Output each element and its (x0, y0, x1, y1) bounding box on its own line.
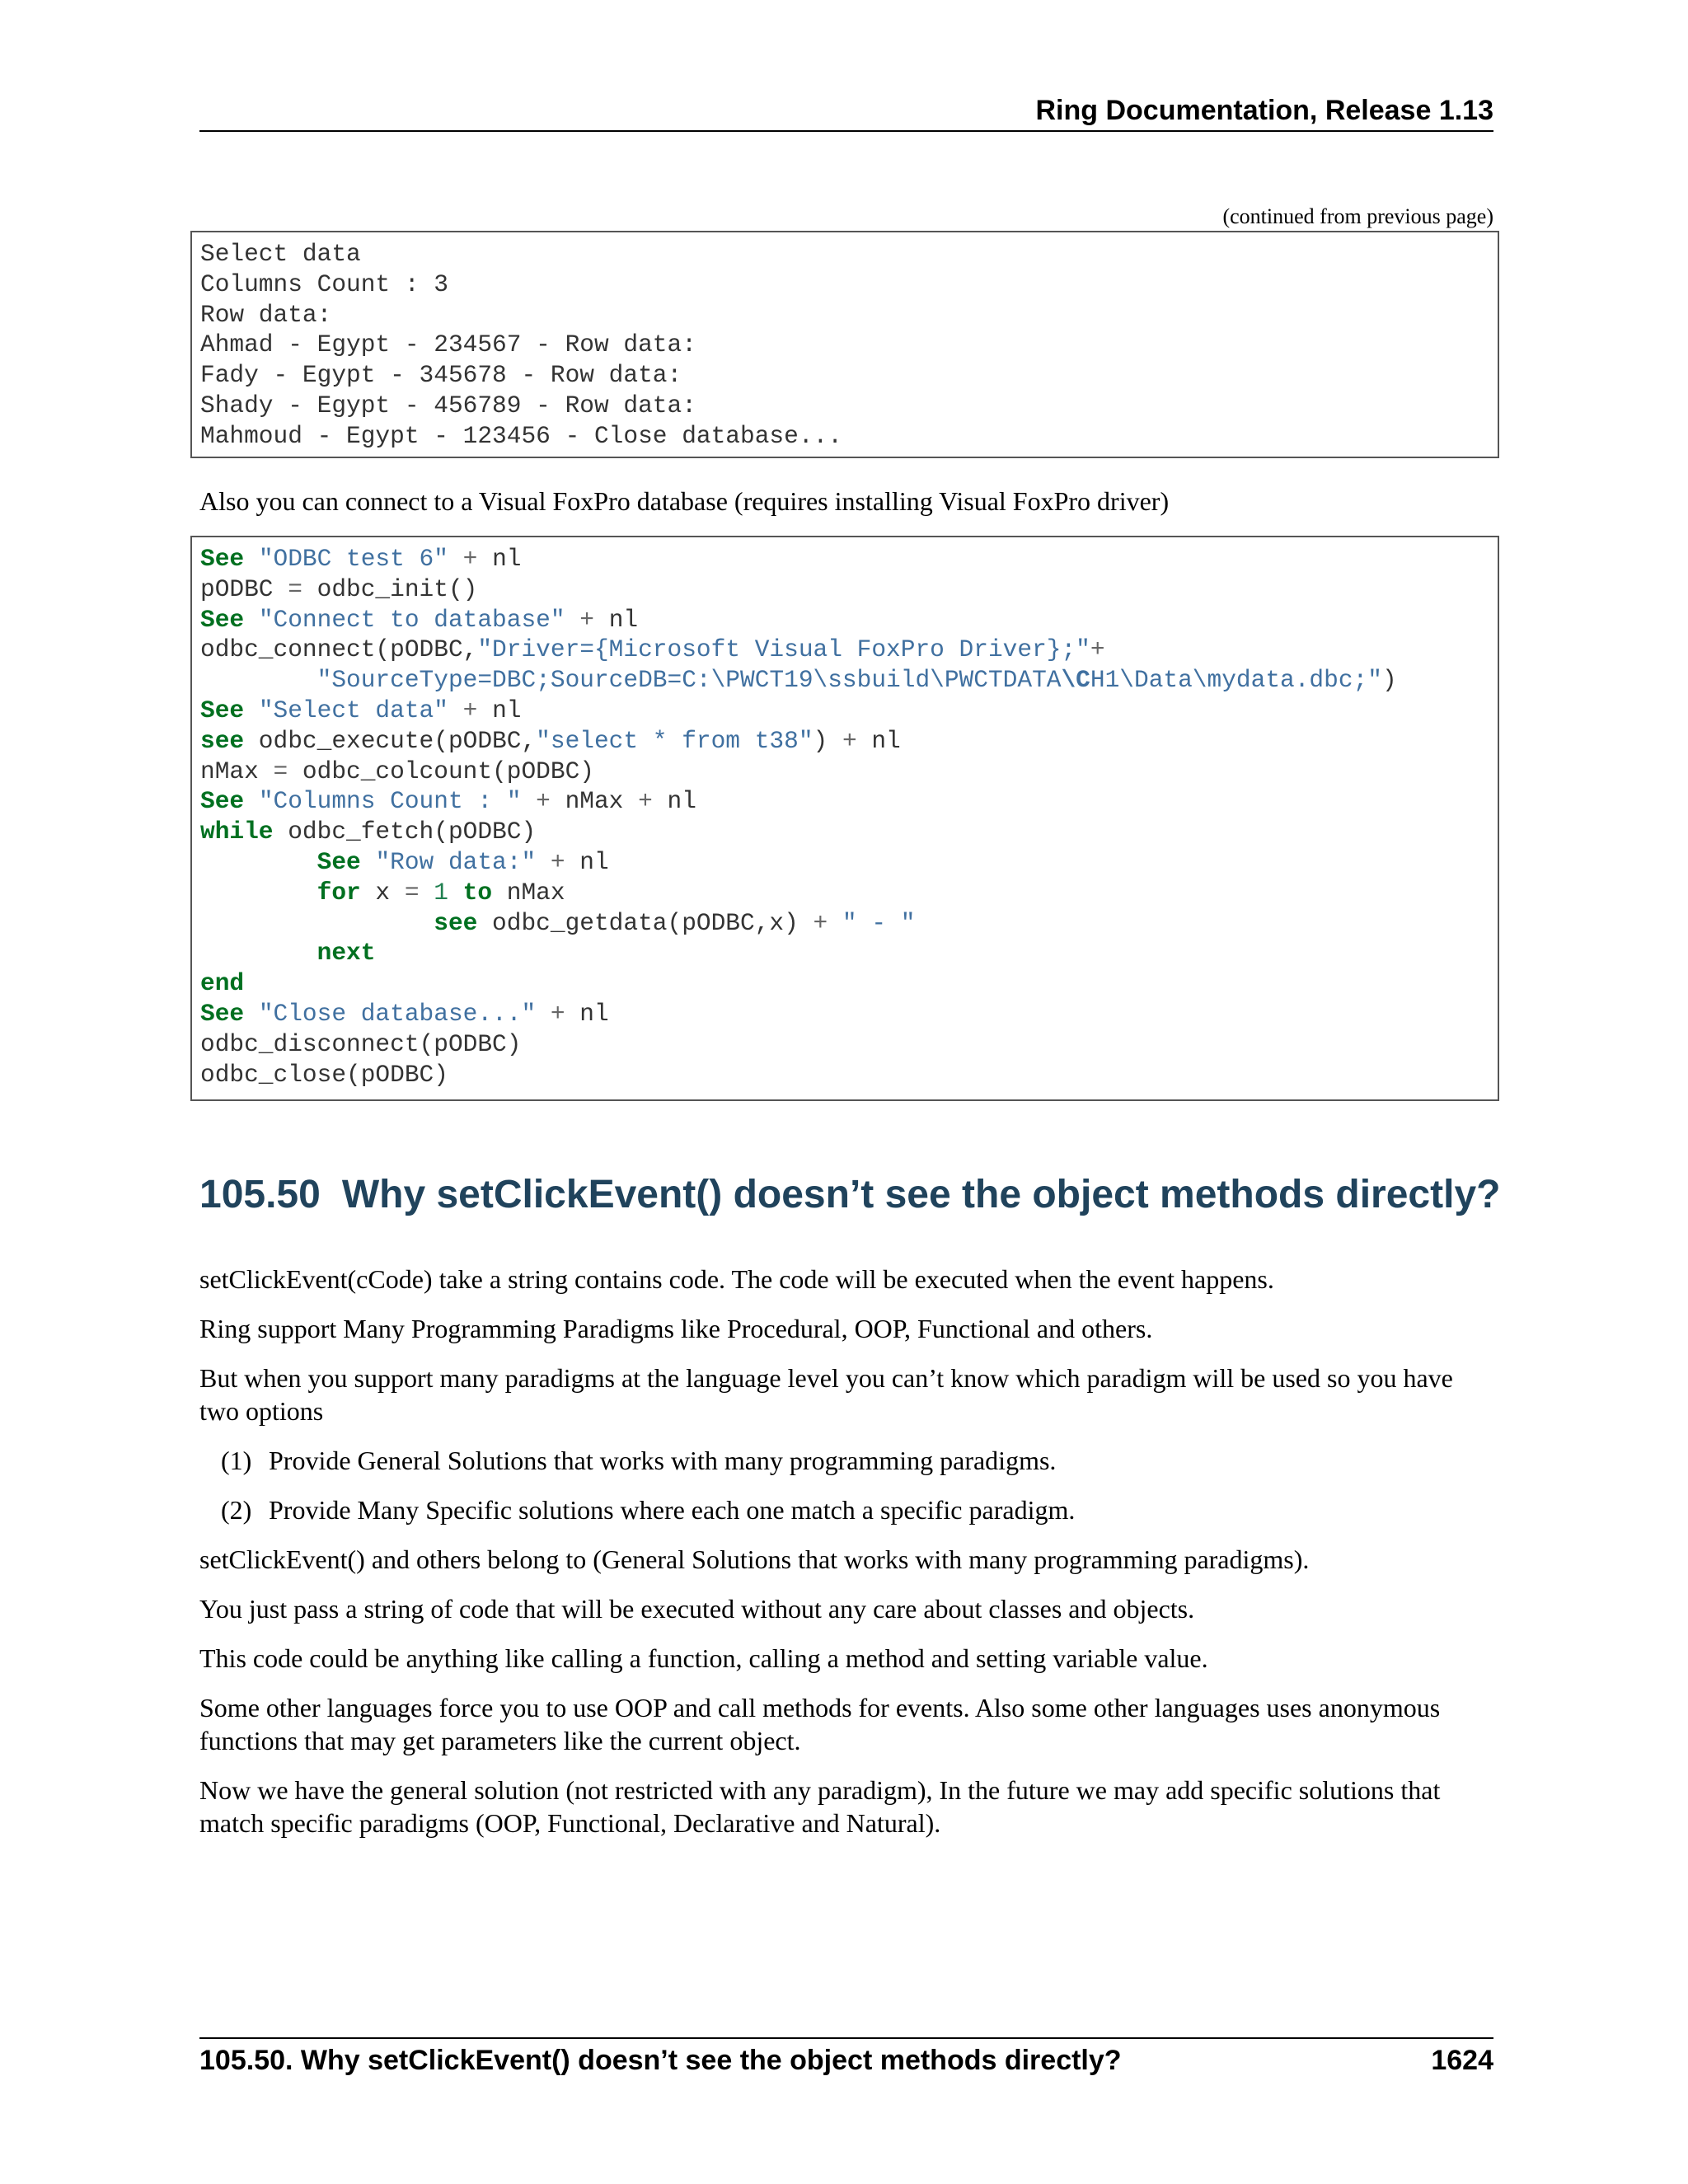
code-line-1: See "ODBC test 6" + nl (200, 545, 522, 573)
list-item (221, 1444, 1490, 1477)
list-item (221, 1493, 1490, 1526)
code-line-13: see odbc_getdata(pODBC,x) + " - " (434, 908, 916, 937)
paragraph: Some other languages force you to use OOP and call methods for events. Also some other languages uses anonymous functions that may get parameters like the current object. (199, 1693, 1441, 1755)
code-line-9: See "Columns Count : " + nMax + nl (200, 787, 696, 816)
intro-paragraph: Also you can connect to a Visual FoxPro database (requires installing Visual FoxPro driver) (199, 486, 1170, 516)
code-line-16: See "Close database..." + nl (200, 999, 609, 1028)
code-line-3: See "Connect to database" + nl (200, 605, 639, 634)
code-line-8: nMax = odbc_colcount(pODBC) (200, 757, 594, 785)
code-line-18: odbc_close(pODBC) (200, 1060, 448, 1089)
code-line-2: pODBC = odbc_init() (200, 574, 478, 603)
paragraph: Ring support Many Programming Paradigms like Procedural, OOP, Functional and others. (199, 1314, 1153, 1343)
code-line-5: "SourceType=DBC;SourceDB=C:\PWCT19\ssbuild\PWCTDATA\CH1\Data\mydata.dbc;") (316, 666, 1397, 695)
output-line: Mahmoud - Egypt - 123456 - Close database... (200, 421, 842, 450)
list-item-text: Provide Many Specific solutions where each one match a specific paradigm. (269, 1495, 1076, 1525)
output-code-block (190, 231, 1499, 458)
output-line: Fady - Egypt - 345678 - Row data: (200, 361, 682, 390)
footer-section-label: 105.50. Why setClickEvent() doesn’t see the object methods directly? (199, 2045, 1122, 2076)
paragraph: Now we have the general solution (not restricted with any paradigm), In the future we may add specific solutions that match specific paradigms (OOP, Functional, Declarative and Natural). (199, 1775, 1441, 1838)
footer-rule (199, 2037, 1493, 2039)
output-line: Shady - Egypt - 456789 - Row data: (200, 391, 696, 419)
code-line-10: while odbc_fetch(pODBC) (200, 818, 537, 846)
page-number: 1624 (1431, 2045, 1493, 2076)
list-marker: (2) (221, 1495, 252, 1525)
list-item-text: Provide General Solutions that works with many programming paradigms. (269, 1446, 1057, 1475)
output-line: Row data: (200, 300, 332, 329)
code-line-14: next (316, 939, 376, 968)
section-title-text: Why setClickEvent() doesn’t see the object methods directly? (341, 1173, 1501, 1216)
paragraph: setClickEvent() and others belong to (General Solutions that works with many programming paradigms). (199, 1544, 1310, 1574)
code-line-15: end (200, 969, 245, 998)
paragraph: You just pass a string of code that will be executed without any care about classes and objects. (199, 1594, 1195, 1624)
continued-note: (continued from previous page) (1222, 204, 1493, 228)
list-marker: (1) (221, 1446, 252, 1475)
output-line: Columns Count : 3 (200, 269, 448, 298)
code-line-12: for x = 1 to nMax (316, 878, 565, 907)
running-footer (199, 2042, 1493, 2079)
section-number: 105.50 (199, 1173, 321, 1216)
header-rule (199, 130, 1493, 132)
code-line-11: See "Row data:" + nl (316, 847, 609, 876)
paragraph: setClickEvent(cCode) take a string contains code. The code will be executed when the event happens. (199, 1264, 1274, 1294)
code-line-4: odbc_connect(pODBC,"Driver={Microsoft Visual FoxPro Driver};"+ (200, 635, 1105, 664)
section-heading (199, 1170, 1518, 1220)
running-header: Ring Documentation, Release 1.13 (1035, 95, 1493, 126)
output-line: Select data (200, 240, 361, 268)
paragraph: This code could be anything like calling a function, calling a method and setting variable value. (199, 1643, 1208, 1673)
foxpro-code-block (190, 536, 1499, 1101)
code-line-6: See "Select data" + nl (200, 696, 522, 724)
code-line-7: see odbc_execute(pODBC,"select * from t38") + nl (200, 726, 901, 755)
paragraph: But when you support many paradigms at the language level you can’t know which paradigm will be used so you have two options (199, 1363, 1453, 1426)
output-line: Ahmad - Egypt - 234567 - Row data: (200, 330, 696, 359)
code-line-17: odbc_disconnect(pODBC) (200, 1029, 522, 1058)
